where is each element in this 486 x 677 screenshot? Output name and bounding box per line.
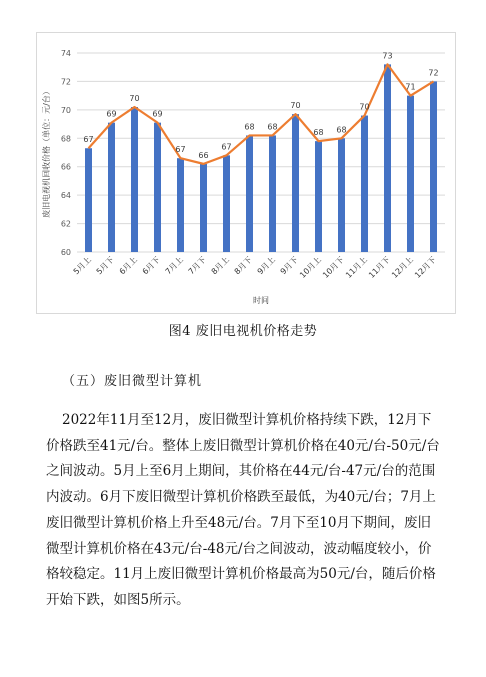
bar xyxy=(223,155,230,252)
x-tick-label: 6月下 xyxy=(140,255,162,277)
x-axis-label: 时间 xyxy=(253,296,269,305)
bar xyxy=(246,135,253,252)
y-tick-label: 70 xyxy=(60,105,71,115)
x-tick-label: 11月上 xyxy=(344,255,369,280)
bar xyxy=(315,141,322,252)
figure-caption: 图4 废旧电视机价格走势 xyxy=(168,324,318,339)
data-label: 67 xyxy=(221,142,232,152)
bar xyxy=(407,96,414,252)
paragraph-line: 内波动。6月下废旧微型计算机价格跌至最低，为40元/台；7月上 xyxy=(46,489,436,506)
data-label: 66 xyxy=(198,150,209,160)
y-tick-label: 72 xyxy=(60,77,71,87)
data-label: 67 xyxy=(83,135,94,145)
x-tick-label: 8月下 xyxy=(232,255,254,277)
paragraph-line: 废旧微型计算机价格上升至48元/台。7月下至10月下期间，废旧 xyxy=(46,514,431,531)
x-tick-label: 5月下 xyxy=(94,255,116,277)
bar xyxy=(292,114,299,252)
section-heading: （五）废旧微型计算机 xyxy=(62,374,203,389)
paragraph-line: 2022年11月至12月，废旧微型计算机价格持续下跌，12月下 xyxy=(62,412,432,428)
paragraph-line: 之间波动。5月上至6月上期间，其价格在44元/台-47元/台的范围 xyxy=(46,463,436,480)
bar xyxy=(361,116,368,252)
paragraph-line: 格较稳定。11月上废旧微型计算机价格最高为50元/台，随后价格 xyxy=(46,566,436,583)
data-label: 70 xyxy=(129,94,140,104)
data-label: 68 xyxy=(313,128,324,138)
data-label: 71 xyxy=(405,82,416,92)
series-line xyxy=(89,64,434,164)
bar xyxy=(200,164,207,252)
bar xyxy=(131,107,138,252)
x-tick-label: 12月下 xyxy=(413,255,438,280)
bar xyxy=(338,138,345,252)
data-label: 68 xyxy=(267,122,278,132)
data-label: 70 xyxy=(290,101,301,111)
y-axis-label: 废旧电视机回收价格（单位：元/台） xyxy=(42,87,51,218)
bar xyxy=(85,148,92,252)
bar xyxy=(384,64,391,252)
x-tick-label: 10月上 xyxy=(298,255,323,280)
y-tick-label: 66 xyxy=(60,162,71,172)
y-tick-label: 74 xyxy=(60,49,71,58)
x-tick-label: 6月上 xyxy=(117,255,139,277)
x-tick-label: 7月下 xyxy=(186,255,208,277)
body-paragraph xyxy=(46,408,450,614)
bar xyxy=(108,123,115,252)
y-tick-label: 60 xyxy=(60,248,71,257)
bar xyxy=(430,81,437,252)
bar xyxy=(177,158,184,252)
y-tick-label: 62 xyxy=(60,219,71,229)
paragraph-line: 开始下跌，如图5所示。 xyxy=(46,591,190,608)
x-tick-label: 9月上 xyxy=(255,255,277,277)
data-label: 70 xyxy=(359,102,370,112)
x-tick-label: 10月下 xyxy=(321,255,346,280)
bar xyxy=(154,123,161,252)
x-tick-label: 11月下 xyxy=(367,255,392,280)
x-tick-label: 9月下 xyxy=(278,255,300,277)
data-label: 73 xyxy=(382,51,393,61)
chart-container xyxy=(36,32,456,314)
price-chart xyxy=(37,33,455,313)
data-label: 72 xyxy=(428,68,439,78)
x-tick-label: 7月上 xyxy=(163,255,185,277)
x-tick-label: 12月上 xyxy=(390,255,415,280)
y-tick-label: 64 xyxy=(60,191,71,201)
data-label: 69 xyxy=(152,109,163,119)
data-label: 69 xyxy=(106,109,117,119)
paragraph-line: 价格跌至41元/台。整体上废旧微型计算机价格在40元/台-50元/台 xyxy=(46,437,440,454)
bar xyxy=(269,135,276,252)
x-tick-label: 5月上 xyxy=(71,255,93,277)
data-label: 67 xyxy=(175,145,186,155)
x-tick-label: 8月上 xyxy=(209,255,231,277)
paragraph-line: 微型计算机价格在43元/台-48元/台之间波动，波动幅度较小，价 xyxy=(46,540,432,557)
data-label: 68 xyxy=(244,122,255,132)
data-label: 68 xyxy=(336,125,347,135)
y-tick-label: 68 xyxy=(60,134,71,144)
